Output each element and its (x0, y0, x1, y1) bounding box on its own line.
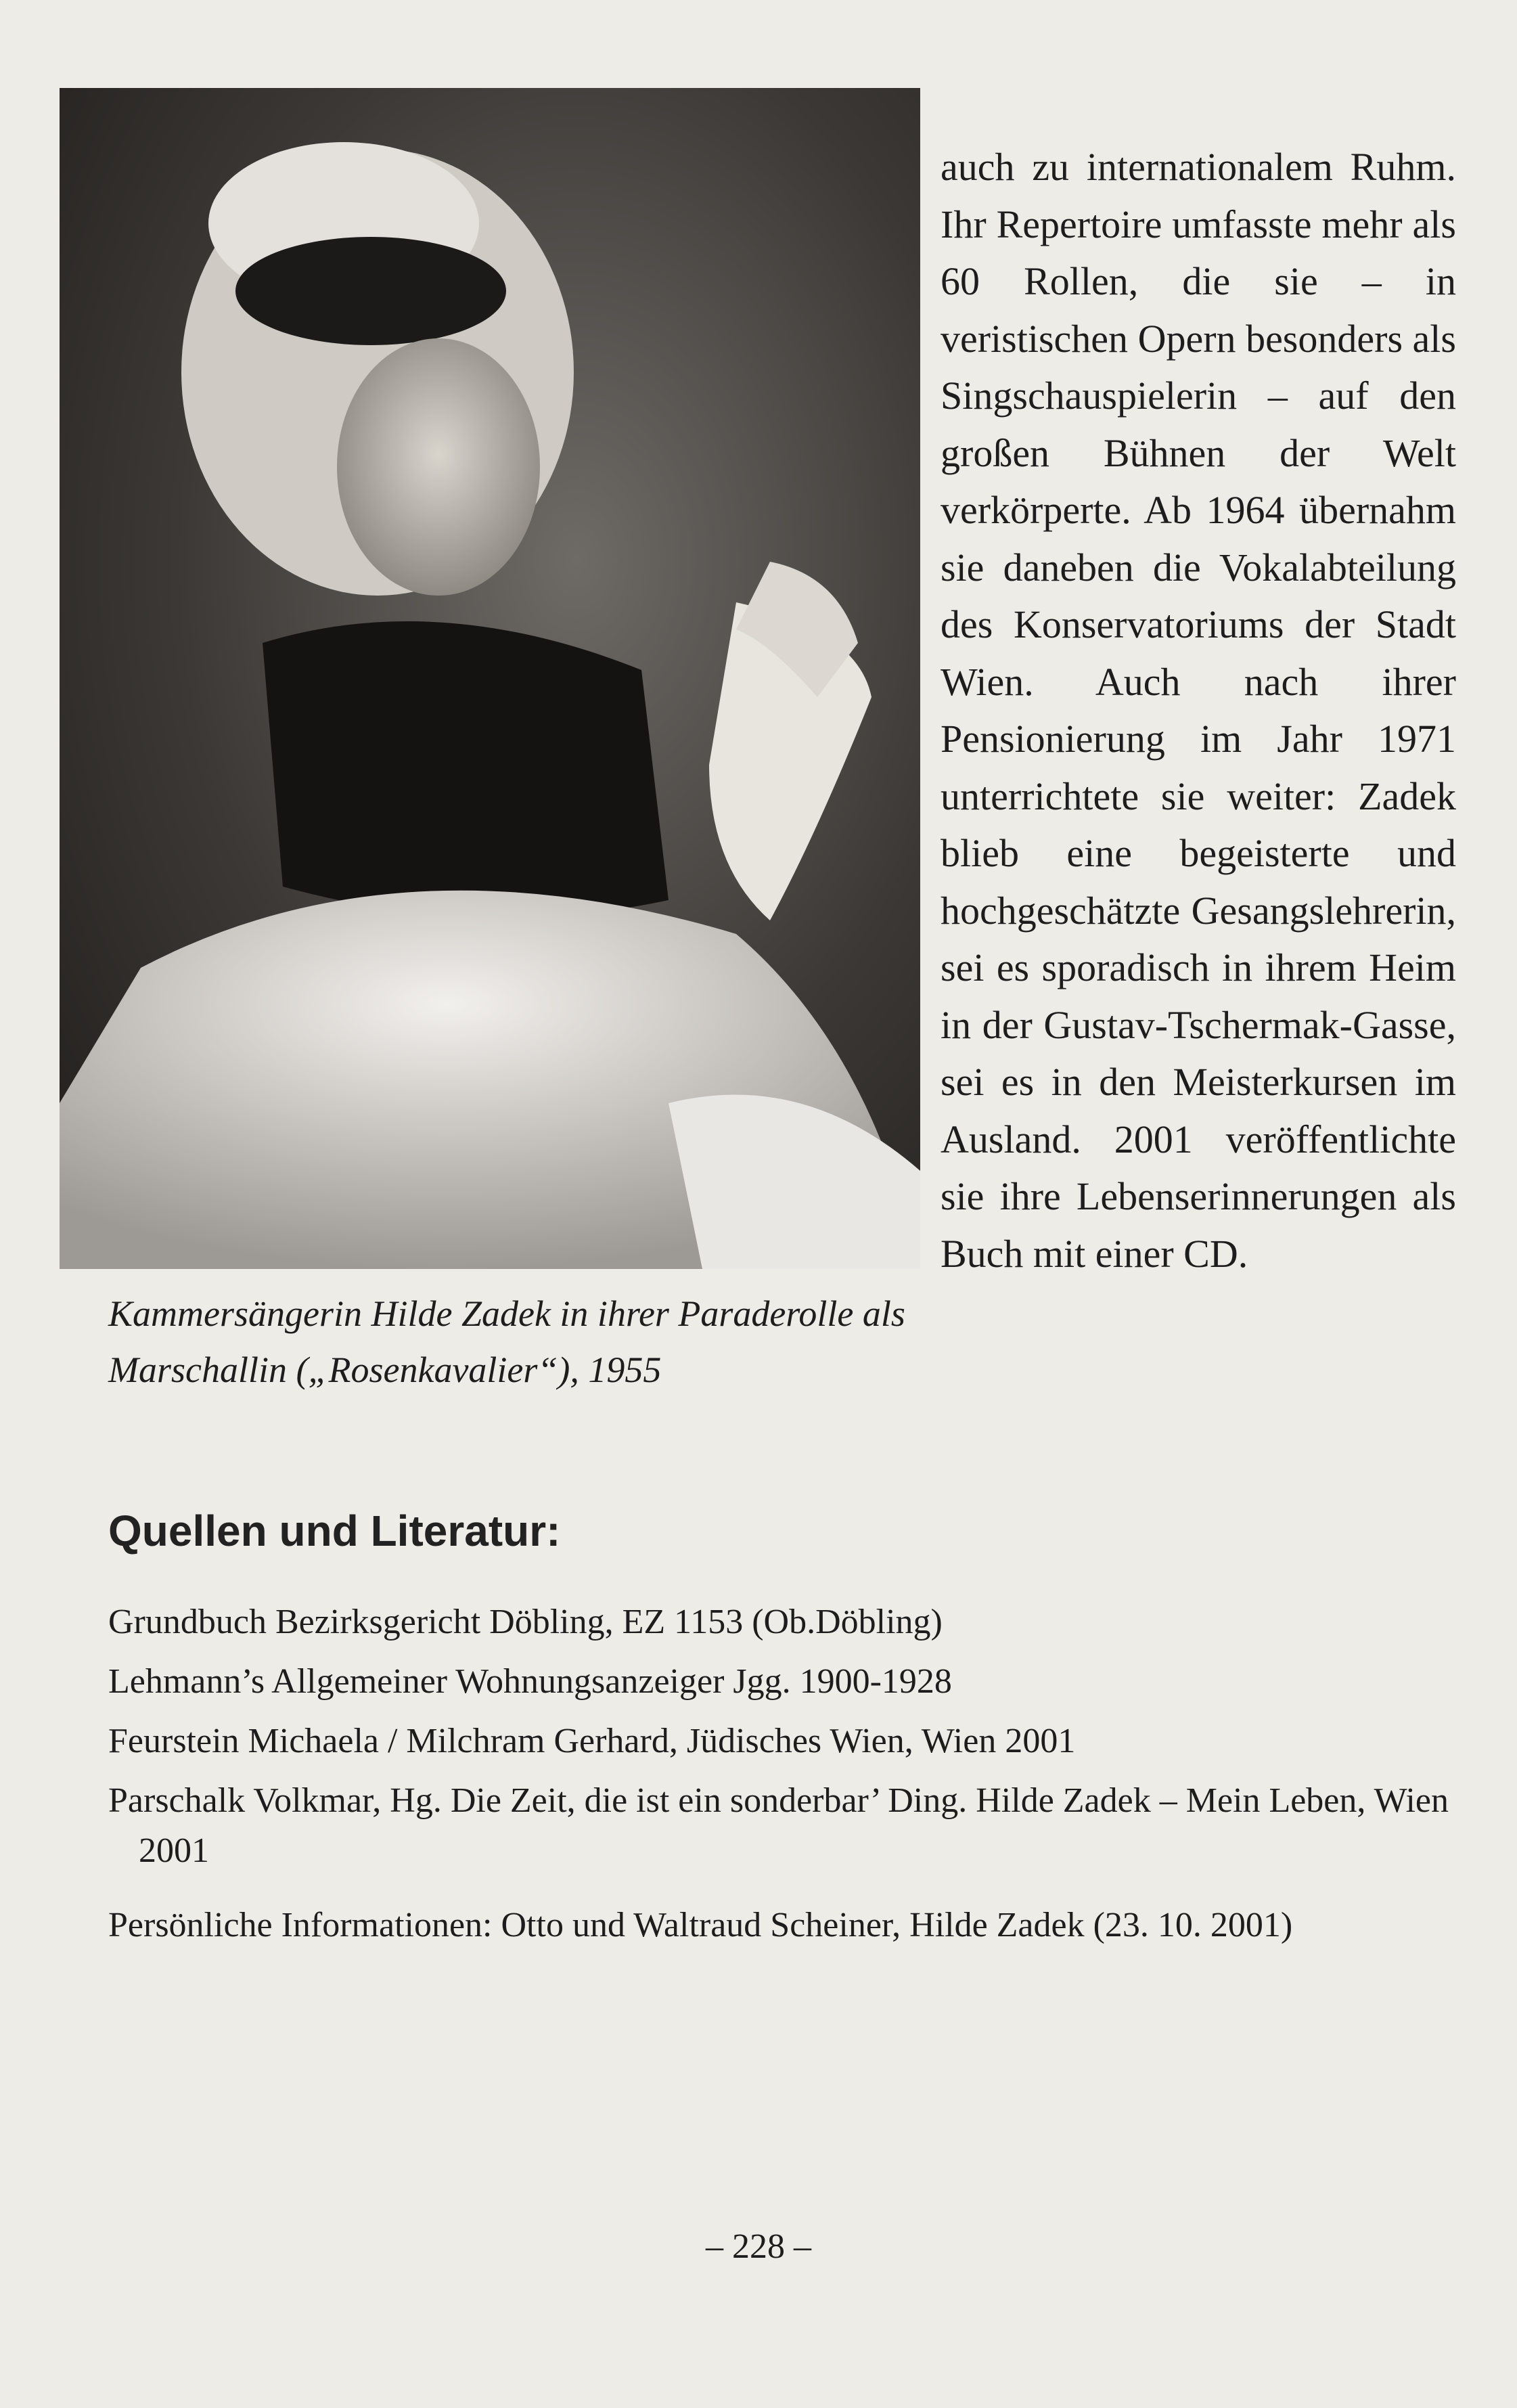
photo-caption: Kammersängerin Hilde Zadek in ihrer Paraderolle als Marschallin („Rosenkavalier“), 1955 (108, 1293, 905, 1390)
page-number: – 228 – (706, 2227, 811, 2266)
reference-item: Grundbuch Bezirksgericht Döbling, EZ 1153 (Ob.Döbling) (108, 1603, 943, 1641)
portrait-photo (60, 88, 920, 1269)
reference-item: Lehmann’s Allgemeiner Wohnungsanzeiger Jgg. 1900-1928 (108, 1662, 952, 1701)
body-text: auch zu internationalem Ruhm. Ihr Repertoire umfasste mehr als 60 Rollen, die sie – in veristischen Opern besonders als Singschauspielerin – auf den großen Bühnen der Welt verkörperte. Ab 1964 übernahm sie daneben die Vokalabteilung des Konservatoriums der Stadt Wien. Auch nach ihrer Pensionierung im Jahr 1971 unterrichtete sie weiter: Zadek blieb eine begeisterte und hochgeschätzte Gesangslehrerin, sei es sporadisch in ihrem Heim in der Gustav-Tschermak-Gasse, sei es in den Meisterkursen im Ausland. 2001 veröffentlichte sie ihre Lebenserinnerungen als Buch mit einer CD. (941, 145, 1456, 1276)
reference-item: Persönliche Informationen: Otto und Waltraud Scheiner, Hilde Zadek (23. 10. 2001) (108, 1906, 1293, 1944)
reference-item: Parschalk Volkmar, Hg. Die Zeit, die ist ein sonderbar’ Ding. Hilde Zadek – Mein Leben, Wien 2001 (108, 1781, 1449, 1870)
reference-list (108, 1597, 1455, 1960)
section-heading: Quellen und Literatur: (108, 1507, 561, 1555)
reference-item: Feurstein Michaela / Milchram Gerhard, Jüdisches Wien, Wien 2001 (108, 1722, 1076, 1760)
portrait-illustration (60, 88, 920, 1269)
